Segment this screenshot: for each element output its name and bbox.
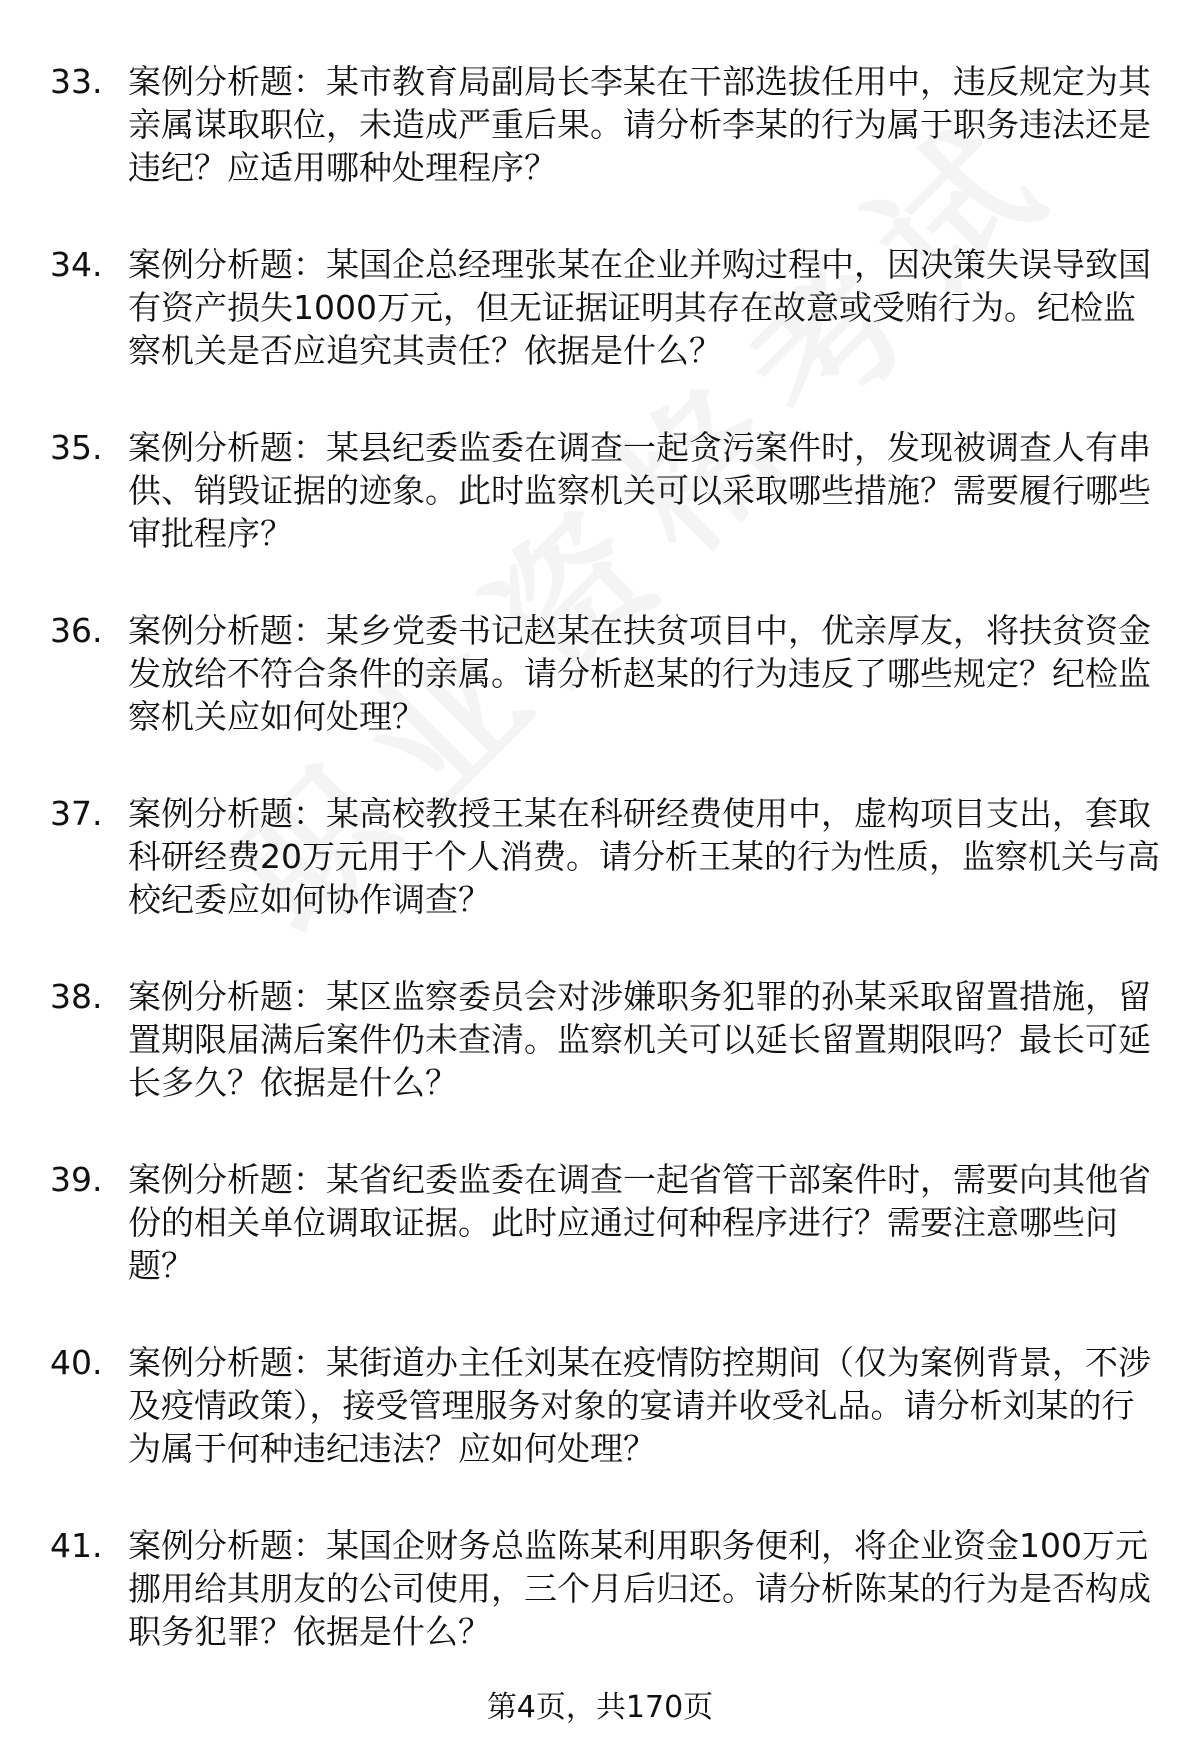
question-number: 39. [50,1160,103,1199]
question-number: 37. [50,794,103,833]
question-item [50,243,1160,426]
question-text: 案例分析题：某国企总经理张某在企业并购过程中，因决策失误导致国有资产损失1000万元，但无证据证明其存在故意或受贿行为。纪检监察机关是否应追究其责任？依据是什么？ [128,245,1151,370]
question-item [50,792,1160,975]
question-text: 案例分析题：某省纪委监委在调查一起省管干部案件时，需要向其他省份的相关单位调取证据。此时应通过何种程序进行？需要注意哪些问题？ [128,1160,1151,1285]
question-item [50,1158,1160,1341]
question-number: 36. [50,611,103,650]
question-item [50,1341,1160,1524]
question-number: 40. [50,1343,103,1382]
question-item [50,975,1160,1158]
question-item [50,60,1160,243]
page-footer [0,1688,1200,1728]
question-number: 35. [50,428,103,467]
question-text: 案例分析题：某街道办主任刘某在疫情防控期间（仅为案例背景，不涉及疫情政策），接受管理服务对象的宴请并收受礼品。请分析刘某的行为属于何种违纪违法？应如何处理？ [128,1343,1151,1468]
question-text: 案例分析题：某高校教授王某在科研经费使用中，虚构项目支出，套取科研经费20万元用于个人消费。请分析王某的行为性质，监察机关与高校纪委应如何协作调查？ [128,794,1160,919]
question-text: 案例分析题：某乡党委书记赵某在扶贫项目中，优亲厚友，将扶贫资金发放给不符合条件的亲属。请分析赵某的行为违反了哪些规定？纪检监察机关应如何处理？ [128,611,1151,736]
question-number: 34. [50,245,103,284]
question-text: 案例分析题：某市教育局副局长李某在干部选拔任用中，违反规定为其亲属谋取职位，未造成严重后果。请分析李某的行为属于职务违法还是违纪？应适用哪种处理程序？ [128,62,1151,187]
question-list [50,60,1160,1707]
question-item [50,426,1160,609]
question-item [50,1524,1160,1707]
question-text: 案例分析题：某县纪委监委在调查一起贪污案件时，发现被调查人有串供、销毁证据的迹象。此时监察机关可以采取哪些措施？需要履行哪些审批程序？ [128,428,1151,553]
question-number: 38. [50,977,103,1016]
question-number: 41. [50,1526,103,1565]
question-text: 案例分析题：某国企财务总监陈某利用职务便利，将企业资金100万元挪用给其朋友的公司使用，三个月后归还。请分析陈某的行为是否构成职务犯罪？依据是什么？ [128,1526,1151,1651]
question-text: 案例分析题：某区监察委员会对涉嫌职务犯罪的孙某采取留置措施，留置期限届满后案件仍未查清。监察机关可以延长留置期限吗？最长可延长多久？依据是什么？ [128,977,1151,1102]
page-number: 第4页，共170页 [486,1690,714,1725]
question-item [50,609,1160,792]
question-number: 33. [50,62,103,101]
